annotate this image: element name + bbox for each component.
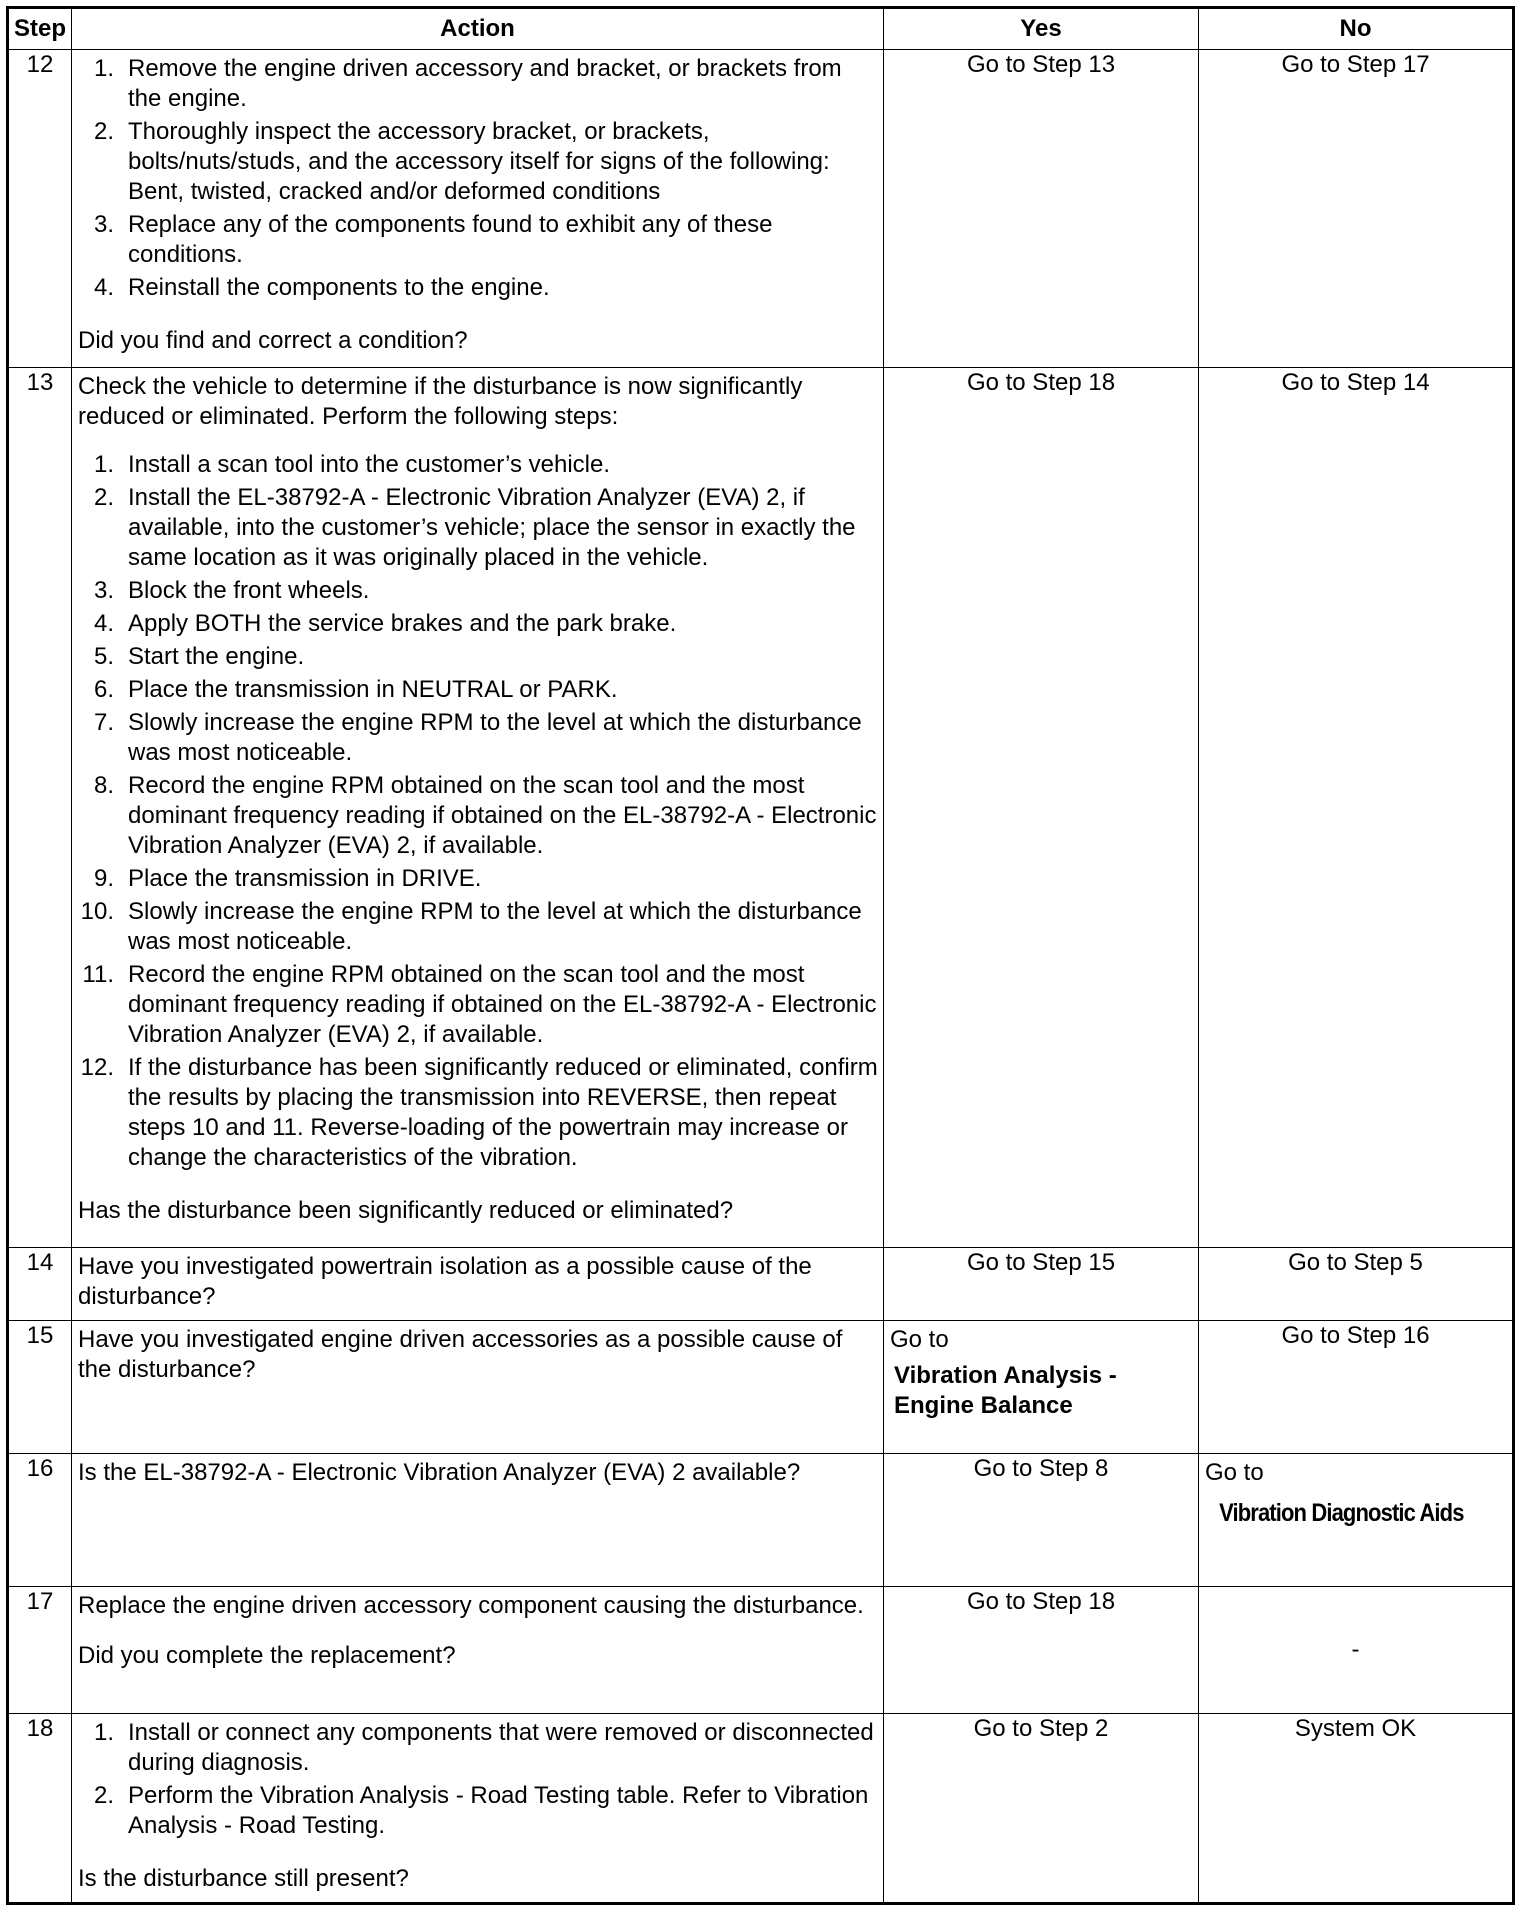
step-number: 12	[8, 50, 72, 368]
list-item: 11. Record the engine RPM obtained on the scan tool and the most dominant frequency reading if obtained on the EL-38792-A - Electronic Vibration Analyzer (EVA) 2, if available.	[82, 961, 877, 1048]
action-cell	[72, 1321, 884, 1454]
no-result: Go to Step 16	[1199, 1321, 1514, 1454]
list-item: 1. Install a scan tool into the customer’s vehicle.	[93, 451, 611, 478]
list-item: 5. Start the engine.	[93, 643, 305, 670]
diagnostic-aids-link[interactable]: Vibration Diagnostic Aids	[1219, 1499, 1464, 1527]
list-item: 8. Record the engine RPM obtained on the scan tool and the most dominant frequency reading if obtained on the EL-38792-A - Electronic Vibration Analyzer (EVA) 2, if available.	[93, 772, 877, 859]
step-number: 18	[8, 1714, 72, 1904]
table-row-step-13	[8, 368, 1514, 1248]
step-number: 16	[8, 1454, 72, 1587]
list-item: 12. If the disturbance has been significantly reduced or eliminated, confirm the results by placing the transmission into REVERSE, then repeat steps 10 and 11. Reverse-loading of the powertrain may increase or change the characteristics of the vibration.	[80, 1054, 878, 1171]
list-item: 6. Place the transmission in NEUTRAL or PARK.	[93, 676, 618, 703]
action-list	[78, 450, 879, 1173]
action-cell	[72, 1587, 884, 1714]
engine-balance-link[interactable]: Vibration Analysis - Engine Balance	[894, 1362, 1117, 1419]
action-cell	[72, 368, 884, 1248]
header-action: Action	[72, 8, 884, 50]
step-number: 17	[8, 1587, 72, 1714]
table-row-step-15	[8, 1321, 1514, 1454]
no-result: Go to Step 5	[1199, 1248, 1514, 1321]
question: Did you find and correct a condition?	[78, 327, 468, 354]
yes-result: Go to Step 18	[884, 1587, 1199, 1714]
list-item: 4. Reinstall the components to the engine.	[93, 274, 550, 301]
list-item: 1. Remove the engine driven accessory and bracket, or brackets from the engine.	[93, 55, 842, 112]
question: Have you investigated engine driven accessories as a possible cause of the disturbance?	[78, 1326, 843, 1383]
no-result: -	[1199, 1587, 1514, 1714]
action-cell	[72, 1714, 884, 1904]
table-row-step-12	[8, 50, 1514, 368]
step-number: 13	[8, 368, 72, 1248]
question: Did you complete the replacement?	[78, 1642, 456, 1669]
step-number: 14	[8, 1248, 72, 1321]
intro-text: Check the vehicle to determine if the disturbance is now significantly reduced or eliminated. Perform the following steps:	[78, 373, 803, 430]
yes-result: Go to Step 13	[884, 50, 1199, 368]
list-item: 2. Install the EL-38792-A - Electronic Vibration Analyzer (EVA) 2, if available, into the customer’s vehicle; place the sensor in exactly the same location as it was originally placed in the vehicle.	[93, 484, 856, 571]
table-row-step-17	[8, 1587, 1514, 1714]
header-row	[8, 8, 1514, 50]
list-item: 2. Perform the Vibration Analysis - Road Testing table. Refer to Vibration Analysis - Road Testing.	[93, 1782, 869, 1839]
question: Has the disturbance been significantly reduced or eliminated?	[78, 1197, 734, 1224]
yes-result: Go to Step 2	[884, 1714, 1199, 1904]
no-result	[1199, 1454, 1514, 1587]
action-text: Replace the engine driven accessory component causing the disturbance.	[78, 1592, 864, 1619]
question: Is the disturbance still present?	[78, 1865, 409, 1892]
list-item: 7. Slowly increase the engine RPM to the level at which the disturbance was most noticeable.	[93, 709, 862, 766]
action-cell	[72, 1454, 884, 1587]
table-row-step-16	[8, 1454, 1514, 1587]
list-item: 2. Thoroughly inspect the accessory bracket, or brackets, bolts/nuts/studs, and the accessory itself for signs of the following: Bent, twisted, cracked and/or deformed conditions	[93, 118, 830, 205]
yes-result	[884, 1321, 1199, 1454]
table-row-step-18	[8, 1714, 1514, 1904]
list-item: 3. Replace any of the components found to exhibit any of these conditions.	[93, 211, 773, 268]
yes-result: Go to Step 18	[884, 368, 1199, 1248]
list-item: 10. Slowly increase the engine RPM to the level at which the disturbance was most noticeable.	[80, 898, 862, 955]
list-item: 4. Apply BOTH the service brakes and the park brake.	[93, 610, 677, 637]
yes-prefix: Go to	[890, 1326, 949, 1353]
list-item: 3. Block the front wheels.	[93, 577, 370, 604]
action-list	[78, 54, 879, 303]
no-prefix: Go to	[1205, 1459, 1264, 1486]
question: Is the EL-38792-A - Electronic Vibration Analyzer (EVA) 2 available?	[78, 1459, 801, 1486]
list-item: 1. Install or connect any components that were removed or disconnected during diagnosis.	[93, 1719, 874, 1776]
no-result: System OK	[1199, 1714, 1514, 1904]
yes-result: Go to Step 15	[884, 1248, 1199, 1321]
header-step: Step	[8, 8, 72, 50]
header-no: No	[1199, 8, 1514, 50]
action-list	[78, 1718, 879, 1841]
diagnostic-table	[6, 6, 1515, 1905]
header-yes: Yes	[884, 8, 1199, 50]
table-row-step-14	[8, 1248, 1514, 1321]
action-cell	[72, 50, 884, 368]
step-number: 15	[8, 1321, 72, 1454]
question: Have you investigated powertrain isolation as a possible cause of the disturbance?	[78, 1253, 812, 1310]
list-item: 9. Place the transmission in DRIVE.	[93, 865, 482, 892]
no-result: Go to Step 17	[1199, 50, 1514, 368]
yes-result: Go to Step 8	[884, 1454, 1199, 1587]
action-cell	[72, 1248, 884, 1321]
no-result: Go to Step 14	[1199, 368, 1514, 1248]
